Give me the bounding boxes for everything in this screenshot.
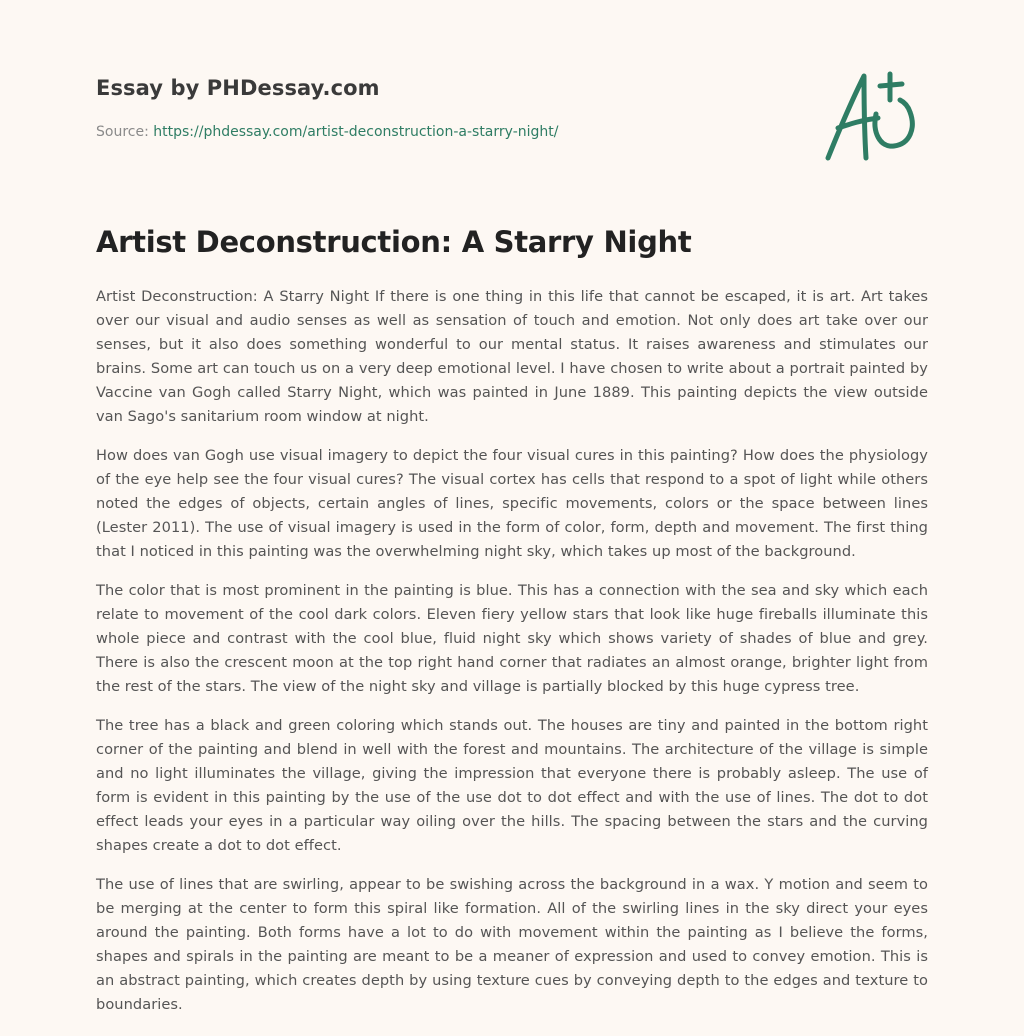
- paragraph: The color that is most prominent in the painting is blue. This has a connection with the sea and sky which each relate to movement of the cool dark colors. Eleven fiery yellow stars that look like huge fireballs illuminate this whole piece and contrast with the cool blue, fluid night sky which shows variety of shades of blue and grey. There is also the crescent moon at the top right hand corner that radiates an almost orange, brighter light from the rest of the stars. The view of the night sky and village is partially blocked by this huge cypress tree.: [96, 582, 928, 695]
- paragraph: The tree has a black and green coloring which stands out. The houses are tiny and painted in the bottom right corner of the painting and blend in well with the forest and mountains. The architecture of the village is simple and no light illuminates the village, giving the impression that everyone there is probably asleep. The use of form is evident in this painting by the use of the use dot to dot effect and with the use of lines. The dot to dot effect leads your eyes in a particular way oiling over the hills. The spacing between the stars and the curving shapes create a dot to dot effect.: [96, 717, 928, 854]
- a-plus-grade-icon: [820, 66, 926, 166]
- source-line: [96, 124, 558, 140]
- paragraph: The use of lines that are swirling, appear to be swishing across the background in a wax. Y motion and seem to be merging at the center to form this spiral like formation. All of the swirling lines in the sky direct your eyes around the painting. Both forms have a lot to do with movement within the painting as I believe the forms, shapes and spirals in the painting are meant to be a meaner of expression and used to convey emotion. This is an abstract painting, which creates depth by using texture cues by conveying depth to the edges and texture to boundaries.: [96, 876, 928, 1013]
- page-header: [96, 0, 928, 200]
- paragraph: How does van Gogh use visual imagery to depict the four visual cures in this painting? How does the physiology of the eye help see the four visual cures? The visual cortex has cells that respond to a spot of light while others noted the edges of objects, certain angles of lines, specific movements, colors or the space between lines (Lester 2011). The use of visual imagery is used in the form of color, form, depth and movement. The first thing that I noticed in this painting was the overwhelming night sky, which takes up most of the background.: [96, 447, 928, 560]
- source-link[interactable]: https://phdessay.com/artist-deconstruction-a-starry-night/: [153, 124, 559, 140]
- article-body: [96, 285, 928, 1032]
- article-title: Artist Deconstruction: A Starry Night: [96, 225, 692, 259]
- source-label: Source:: [96, 124, 149, 140]
- paragraph: Artist Deconstruction: A Starry Night If there is one thing in this life that cannot be escaped, it is art. Art takes over our visual and audio senses as well as sensation of touch and emotion. Not only does art take over our senses, but it also does something wonderful to our mental status. It raises awareness and stimulates our brains. Some art can touch us on a very deep emotional level. I have chosen to write about a portrait painted by Vaccine van Gogh called Starry Night, which was painted in June 1889. This painting depicts the view outside van Sago's sanitarium room window at night.: [96, 288, 928, 425]
- brand-title: Essay by PHDessay.com: [96, 76, 380, 100]
